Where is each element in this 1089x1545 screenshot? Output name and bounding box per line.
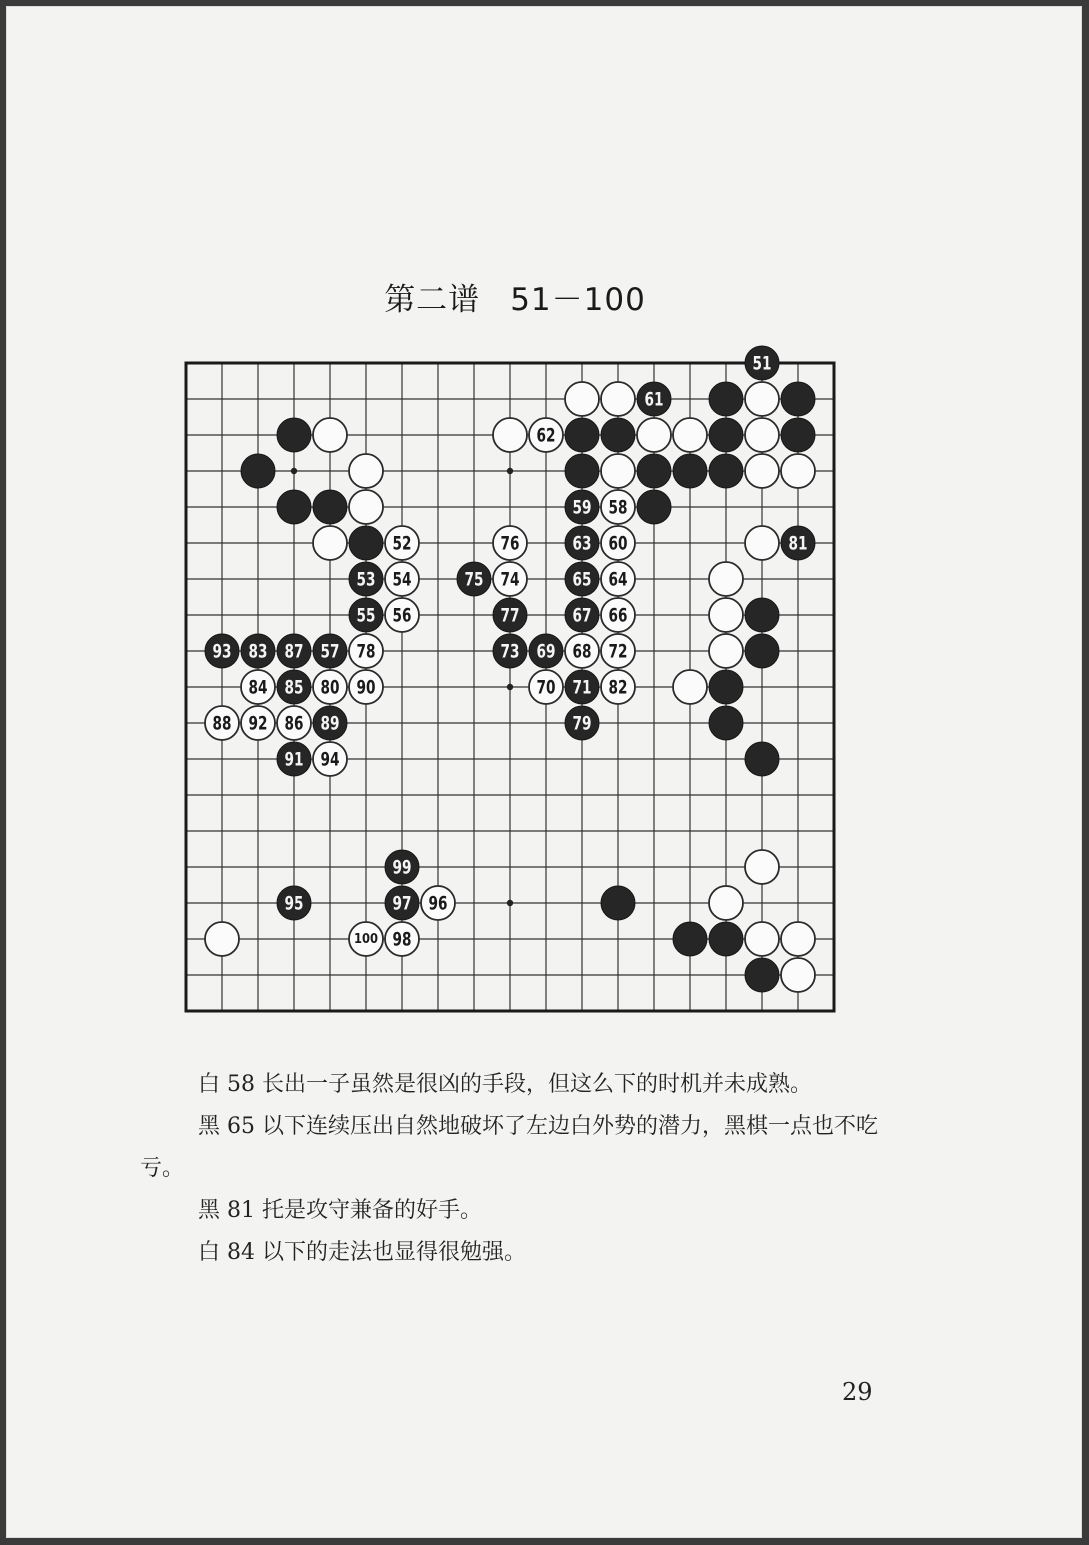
star-point [507, 900, 513, 906]
move-number: 73 [500, 640, 520, 663]
move-number: 83 [248, 640, 268, 663]
black-stone [745, 598, 779, 632]
move-number: 77 [500, 604, 520, 627]
move-number: 96 [428, 892, 448, 915]
black-stone [637, 490, 671, 524]
move-number: 95 [284, 892, 304, 915]
black-stone [781, 382, 815, 416]
move-number: 87 [284, 640, 304, 663]
move-number: 78 [356, 640, 376, 663]
white-stone [349, 454, 383, 488]
white-stone [745, 454, 779, 488]
black-stone [601, 886, 635, 920]
move-number: 53 [356, 568, 376, 591]
move-range: 51－100 [510, 282, 646, 318]
move-number: 100 [354, 932, 378, 947]
black-stone [709, 382, 743, 416]
move-number: 68 [572, 640, 592, 663]
move-number: 85 [284, 676, 304, 699]
move-number: 91 [284, 748, 304, 771]
move-number: 67 [572, 604, 592, 627]
white-stone [709, 598, 743, 632]
black-stone [277, 418, 311, 452]
move-number: 70 [536, 676, 556, 699]
white-stone [709, 886, 743, 920]
move-number: 64 [608, 568, 628, 591]
white-stone [205, 922, 239, 956]
move-number: 82 [608, 676, 628, 699]
commentary-paragraph: 白 58 长出一子虽然是很凶的手段，但这么下的时机并未成熟。 [198, 1072, 812, 1097]
white-stone [781, 958, 815, 992]
move-number: 52 [392, 532, 412, 555]
black-stone [601, 418, 635, 452]
move-number: 99 [392, 856, 412, 879]
white-stone [493, 418, 527, 452]
black-stone [673, 454, 707, 488]
move-number: 62 [536, 424, 556, 447]
move-number: 94 [320, 748, 340, 771]
move-number: 72 [608, 640, 628, 663]
black-stone [745, 958, 779, 992]
move-number: 80 [320, 676, 340, 699]
white-stone [601, 382, 635, 416]
white-stone [673, 418, 707, 452]
black-stone [241, 454, 275, 488]
black-stone [565, 454, 599, 488]
star-point [291, 468, 297, 474]
move-number: 69 [536, 640, 556, 663]
star-point [507, 684, 513, 690]
move-number: 89 [320, 712, 340, 735]
move-number: 71 [572, 676, 592, 699]
black-stone [349, 526, 383, 560]
white-stone [565, 382, 599, 416]
move-number: 66 [608, 604, 628, 627]
move-number: 61 [644, 388, 664, 411]
black-stone [637, 454, 671, 488]
black-stone [313, 490, 347, 524]
move-number: 86 [284, 712, 304, 735]
white-stone [745, 850, 779, 884]
white-stone [781, 922, 815, 956]
page-number: 29 [842, 1378, 873, 1406]
white-stone [745, 526, 779, 560]
move-number: 54 [392, 568, 412, 591]
move-number: 57 [320, 640, 340, 663]
commentary-paragraph: 黑 81 托是攻守兼备的好手。 [198, 1198, 482, 1223]
move-number: 93 [212, 640, 232, 663]
diagram-heading: 第二谱 [384, 282, 481, 318]
white-stone [313, 526, 347, 560]
black-stone [709, 922, 743, 956]
move-number: 81 [788, 532, 808, 555]
white-stone [709, 562, 743, 596]
white-stone [781, 454, 815, 488]
move-number: 75 [464, 568, 484, 591]
move-number: 84 [248, 676, 268, 699]
move-number: 56 [392, 604, 412, 627]
move-number: 63 [572, 532, 592, 555]
move-number: 92 [248, 712, 268, 735]
move-number: 76 [500, 532, 520, 555]
move-number: 90 [356, 676, 376, 699]
move-number: 88 [212, 712, 232, 735]
black-stone [673, 922, 707, 956]
commentary-paragraph: 黑 65 以下连续压出自然地破坏了左边白外势的潜力，黑棋一点也不吃亏。 [140, 1114, 878, 1181]
white-stone [673, 670, 707, 704]
white-stone [745, 922, 779, 956]
commentary-paragraph: 白 84 以下的走法也显得很勉强。 [198, 1240, 526, 1265]
black-stone [709, 418, 743, 452]
go-board-diagram [6, 6, 1082, 1538]
black-stone [709, 670, 743, 704]
move-number: 58 [608, 496, 628, 519]
black-stone [709, 454, 743, 488]
black-stone [277, 490, 311, 524]
move-number: 59 [572, 496, 592, 519]
move-number: 60 [608, 532, 628, 555]
commentary-text [140, 1064, 900, 1274]
black-stone [709, 706, 743, 740]
white-stone [313, 418, 347, 452]
white-stone [745, 418, 779, 452]
move-number: 51 [752, 352, 772, 375]
black-stone [745, 742, 779, 776]
white-stone [349, 490, 383, 524]
white-stone [601, 454, 635, 488]
white-stone [709, 634, 743, 668]
move-number: 65 [572, 568, 592, 591]
move-number: 97 [392, 892, 412, 915]
move-number: 55 [356, 604, 376, 627]
star-point [507, 468, 513, 474]
book-page [6, 6, 1082, 1538]
move-number: 74 [500, 568, 520, 591]
black-stone [781, 418, 815, 452]
white-stone [637, 418, 671, 452]
black-stone [565, 418, 599, 452]
move-number: 98 [392, 928, 412, 951]
white-stone [745, 382, 779, 416]
black-stone [745, 634, 779, 668]
move-number: 79 [572, 712, 592, 735]
